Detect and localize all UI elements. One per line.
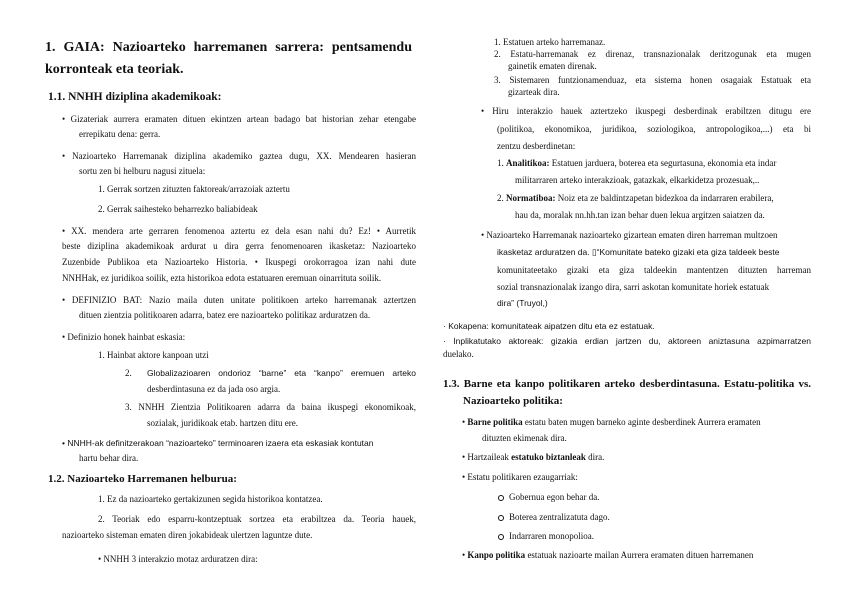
item-number: 1. — [497, 158, 504, 168]
numbered-item: 2. Gerrak saihesteko beharrezko baliabideak — [98, 204, 258, 214]
bullet-text: • Nazioarteko Harremanak diziplina akademiko gaztea dugu, XX. Mendearen hasieran — [62, 151, 416, 161]
numbered-item-number: 2. — [125, 368, 132, 378]
circle-item-text: Indarraren monopolioa. — [509, 531, 594, 541]
note-text: duelako. — [443, 349, 474, 359]
definition-text: • DEFINIZIO BAT: Nazio maila duten unitate politikoen arteko harremanak aztertzen — [62, 295, 416, 305]
bullet-text: errepikatu dena: gerra. — [79, 129, 161, 139]
definition-text: dituen zientzia politikoaren adarra, batez ere nazioarteko politikaz arduratzen da. — [79, 310, 371, 320]
numbered-item: 2. Teoriak edo esparru-kontzeptuak sortzea eta erabiltzea da. Teoria hauek, — [98, 514, 416, 524]
bullet-text: (politikoa, ekonomikoa, juridikoa, soziologikoa, antropologikoa,...) eta bi — [497, 124, 811, 134]
normative-item: hau da, moralak nn.hh.tan izan behar duen lekua argitzen saiatzen da. — [515, 210, 765, 220]
paragraph-text: Zuzenbide Publikoa eta Nazioarteko Historia. • Ikuspegi orokorragoa izan nahi dute — [62, 257, 416, 267]
paragraph-text: • XX. mendera arte gerraren fenomenoa aztertu ez dela esan nahi du? Ez! • Aurretik — [62, 226, 416, 236]
analytic-item — [497, 158, 776, 169]
item-text: Noiz eta ze baldintzapetan bidezkoa da indarraren erabilera, — [555, 193, 774, 203]
note-text: · Kokapena: komunitateak aipatzen ditu eta ez estatuak. — [443, 321, 655, 331]
numbered-item: 2. Estatu-harremanak ez direnaz, transnazionalak deritzogunak eta mugen — [494, 49, 811, 59]
term-biztanleak: estatuko biztanleak — [511, 452, 586, 462]
circle-item — [498, 492, 599, 503]
section-heading-1-3: 1.3. Barne eta kanpo politikaren arteko desberdintasuna. Estatu-politika vs. — [443, 378, 811, 390]
bullet-text: • Definizio honek hainbat eskasia: — [62, 332, 186, 342]
item-text: Estatuen jarduera, boterea eta segurtasuna, ekonomia eta indar — [549, 158, 777, 168]
section-heading-1-2: 1.2. Nazioarteko Harremanen helburua: — [48, 473, 237, 485]
numbered-item: Globalizazioaren ondorioz “barne” eta “kanpo” eremuen arteko — [147, 368, 416, 378]
term-normatiboa: Normatiboa: — [506, 193, 556, 203]
quote-text: sozial transnazionalak izango dira, sarri askotan komunitate horiek estatuak — [497, 282, 770, 292]
bullet-text: • NNHH-ak definitzerakoan “nazioarteko” terminoaren izaera eta eskasiak kontutan — [62, 438, 374, 448]
quote-text: komunitateetako gizaki eta giza taldeekin mantentzen dituzten harreman — [497, 265, 811, 275]
bullet-text: • Barne politika estatu baten mugen barneko aginte desberdinek Aurrera eramaten — [462, 417, 761, 427]
numbered-item: nazioarteko sisteman ematen diren jokabideak ulertzen laguntze dute. — [62, 530, 313, 540]
section-heading-1-3: Nazioarteko politika: — [463, 395, 563, 407]
numbered-item: gainetik ematen direnak. — [508, 61, 597, 71]
quote-text: dira” (Truyol,) — [497, 298, 548, 308]
paragraph-text: NNHHak, ez juridikoa soilik, ezta historikoa edota estatuaren eremuan oinarrituta soilik. — [62, 273, 382, 283]
bullet-text: • Hiru interakzio hauek aztertzeko ikuspegi desberdinak erabiltzen ditugu ere — [481, 106, 811, 116]
bullet-text: • Nazioarteko Harremanak nazioarteko gizartean ematen diren harreman multzoen — [481, 230, 778, 240]
numbered-item: 1. Hainbat aktore kanpoan utzi — [98, 350, 209, 360]
numbered-item: 3. NNHH Zientzia Politikoaren adarra da baina ikuspegi ekonomikoak, — [125, 402, 416, 412]
bullet-text: • Kanpo politika estatuak nazioarte mailan Aurrera eramaten dituen harremanen — [462, 550, 754, 560]
bullet-text: sortu zen bi helburu nagusi zituela: — [79, 166, 206, 176]
numbered-item: 1. Ez da nazioarteko gertakizunen segida historikoa kontatzea. — [98, 494, 323, 504]
circle-bullet-icon — [498, 515, 504, 521]
circle-bullet-icon — [498, 495, 504, 501]
doc-title-line2: korronteak eta teoriak. — [45, 62, 184, 77]
circle-bullet-icon — [498, 534, 504, 540]
numbered-item: sozialak, juridikoak etab. hartzen ditu ere. — [147, 418, 298, 428]
analytic-item: militarraren arteko interakzioak, gatazkak, elkarkidetza prozesuak,.. — [515, 175, 760, 185]
bullet-prefix: • Hartzaileak — [462, 452, 512, 462]
term-analitikoa: Analitikoa: — [506, 158, 550, 168]
numbered-item: desberdintasuna ez da jada oso argia. — [147, 384, 281, 394]
doc-title-line1: 1. GAIA: Nazioarteko harremanen sarrera: pentsamendu — [45, 40, 412, 55]
paragraph-text: beste diziplina akademikoak ardurat u dira gerra fenomenoaren ikasketaz: Nazioarteko — [62, 241, 416, 251]
numbered-item: 1. Gerrak sortzen zituzten faktoreak/arrazoiak aztertu — [98, 184, 290, 194]
section-heading-1-1: 1.1. NNHH diziplina akademikoak: — [48, 91, 222, 103]
bullet-text: zentzu desberdinetan: — [497, 141, 576, 151]
bullet-text — [462, 452, 604, 463]
normative-item — [497, 193, 774, 204]
term-barne-politika: Barne politika — [467, 417, 523, 427]
numbered-item: gizarteak dira. — [508, 87, 560, 97]
circle-item — [498, 512, 610, 523]
bullet-text: • NNHH 3 interakzio motaz arduratzen dira: — [98, 554, 258, 564]
bullet-body: estatu baten mugen barneko aginte desberdinek Aurrera eramaten — [522, 417, 761, 427]
bullet-text: • Gizateriak aurrera eramaten dituen ekintzen artean badago bat historian zehar etengabe — [62, 114, 416, 124]
bullet-text: dituzten ekimenak dira. — [482, 433, 567, 443]
bullet-suffix: dira. — [585, 452, 605, 462]
bullet-body: estatuak nazioarte mailan Aurrera eramaten dituen harremanen — [525, 550, 754, 560]
circle-item — [498, 531, 594, 542]
bullet-text: hartu behar dira. — [79, 453, 139, 463]
note-text: · Inplikatutako aktoreak: gizakia erdian jartzen du, aktoreen aniztasuna azpimarratzen — [443, 336, 811, 346]
item-number: 2. — [497, 193, 504, 203]
term-kanpo-politika: Kanpo politika — [467, 550, 526, 560]
circle-item-text: Gobernua egon behar da. — [509, 492, 600, 502]
circle-item-text: Boterea zentralizatuta dago. — [509, 512, 610, 522]
bullet-text: • Estatu politikaren ezaugarriak: — [462, 472, 578, 482]
numbered-item: 3. Sistemaren funtzionamenduaz, eta sistema honen osagaiak Estatuak eta — [494, 75, 811, 85]
quote-text: ikasketaz arduratzen da. ▯“Komunitate bateko gizaki eta giza taldeek beste — [497, 247, 780, 257]
numbered-item: 1. Estatuen arteko harremanaz. — [494, 37, 606, 47]
